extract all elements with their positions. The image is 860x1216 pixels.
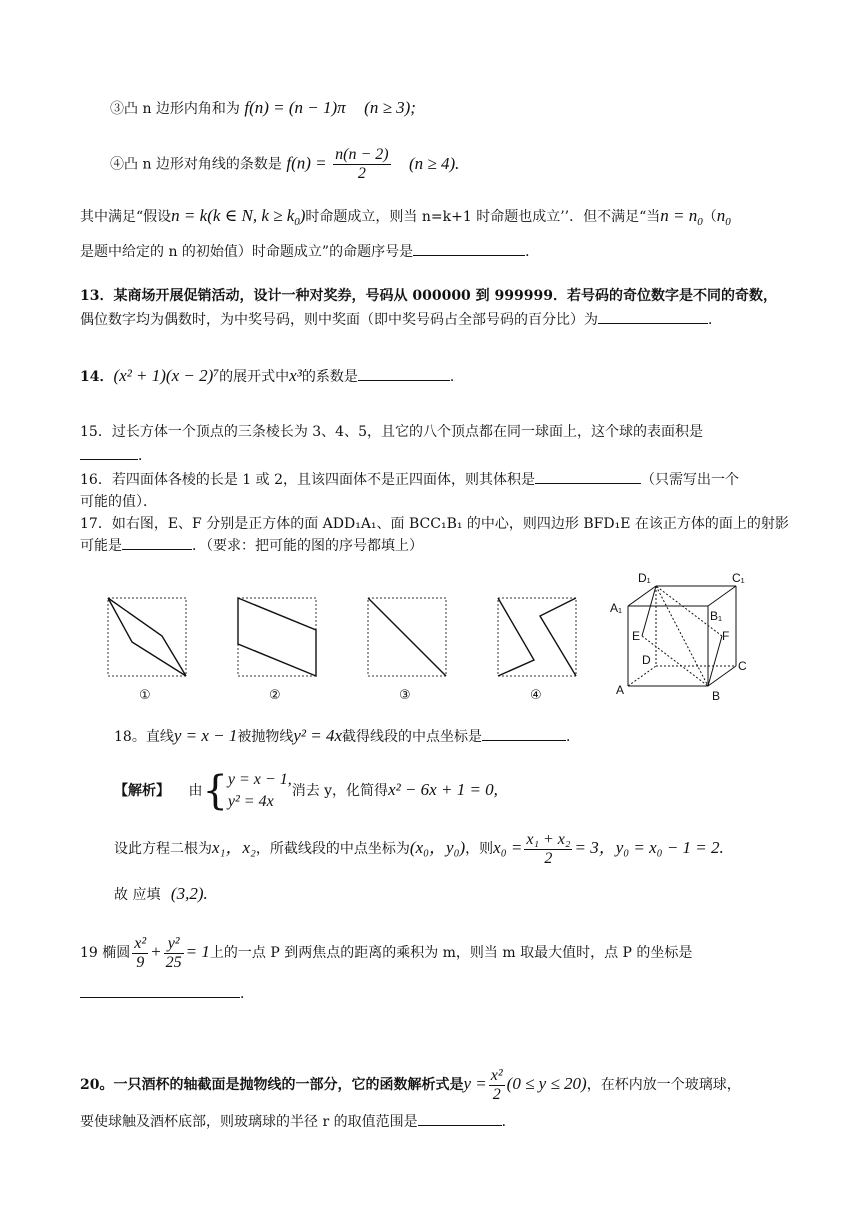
solution-heading: 【解析】 (114, 783, 170, 799)
system-eq-2: y² = 4x (227, 793, 274, 810)
cube-figure (606, 568, 756, 704)
q13-text-2: 偶位数字均为偶数时，为中奖号码，则中奖面（即中奖号码占全部号码的百分比）为 (80, 312, 598, 328)
label-c1: C₁ (732, 571, 745, 585)
solution-text-2c: ，则 (465, 841, 494, 857)
q18-math-1: y = x − 1 (173, 726, 238, 745)
q14-text: 的展开式中 (219, 369, 290, 385)
q17-tail: ．（要求：把可能的图的序号都填上） (192, 538, 423, 554)
q12-blank[interactable] (413, 241, 525, 256)
q15-blank[interactable] (80, 445, 138, 460)
q18-num: 18。直线 (114, 729, 174, 745)
solution-text-2a: 设此方程二根为 (114, 841, 212, 857)
label-c: C (738, 659, 747, 673)
system-eq-1: y = x − 1, (227, 771, 292, 788)
label-b: B (712, 689, 721, 703)
solution-roots: x₁，x₂ (212, 838, 256, 857)
equation-system (228, 769, 292, 813)
solution-x0: x₀ = (493, 838, 523, 857)
q20-blank[interactable] (418, 1111, 502, 1126)
q16-tail: （只需写出一个 (640, 472, 739, 488)
figure-3 (368, 598, 446, 676)
q19-num: 19 椭圆 (80, 945, 131, 961)
q14-line (80, 364, 464, 389)
solution-text-you: 由 (188, 783, 203, 799)
solution-line-1 (114, 766, 498, 815)
system-brace: { (202, 768, 228, 814)
q12-sub-3: 0 (725, 215, 731, 228)
caption-1: ① (139, 688, 151, 703)
q12-math-1b: ) (299, 206, 306, 225)
item-4-text: ④凸 n 边形对角线的条数是 (110, 156, 282, 173)
item-4-formula: f(n) = (286, 153, 327, 173)
q18-blank[interactable] (482, 726, 566, 741)
q20-text: 20。一只酒杯的轴截面是抛物线的一部分，它的函数解析式是 (80, 1077, 464, 1093)
q16-line1 (80, 468, 739, 492)
solution-frac-den: 2 (544, 849, 553, 867)
q20-frac-num: x² (490, 1066, 503, 1084)
q18-line (114, 724, 580, 749)
solution-text-3: 故 应填 (114, 887, 161, 903)
q18-math-2: y² = 4x (293, 726, 343, 745)
solution-equation: x² − 6x + 1 = 0, (388, 780, 498, 799)
label-a1: A₁ (610, 601, 623, 615)
q20-line1 (80, 1062, 741, 1107)
q18-end: ． (566, 729, 581, 745)
q14-num: 14． (80, 369, 114, 385)
q20-frac (489, 1067, 505, 1104)
q19-frac-2-num: y² (164, 935, 184, 954)
q14-tail: 的系数是 (301, 369, 358, 385)
q13-end: ． (708, 312, 722, 328)
q12-math-1: n = k(k ∈ N, k ≥ k (171, 206, 295, 225)
q14-blank[interactable] (358, 366, 450, 381)
q20-tail: ，在杯内放一个玻璃球， (586, 1077, 741, 1093)
q18-tail: 截得线段的中点坐标是 (342, 729, 483, 745)
item-3-cond: (n ≥ 3); (364, 98, 416, 117)
item-3 (110, 96, 416, 121)
solution-text-mid: 消去 y，化简得 (291, 783, 389, 799)
q12-line2 (80, 240, 539, 264)
q12-sub: 0 (294, 215, 300, 228)
q15-line2 (80, 444, 152, 468)
q19-frac-1-num: x² (134, 934, 147, 952)
q17-text: 17．如右图，E、F 分别是正方体的面 ADD₁A₁、面 BCC₁B₁ 的中心，则四边形 BFD₁E 在该正方体的面上的射影 (80, 516, 789, 532)
item-4-fraction (333, 146, 390, 183)
solution-text-2b: ，所截线段的中点坐标为 (255, 841, 410, 857)
q19-line2 (80, 982, 254, 1006)
q12-text-a: 其中满足“假设 (80, 209, 172, 225)
solution-midpoint: (x₀，y₀) (409, 838, 466, 857)
label-d: D (642, 653, 651, 667)
q13-line2 (80, 308, 722, 332)
q18-text: 被抛物线 (237, 729, 294, 745)
q20-cond: (0 ≤ y ≤ 20) (506, 1074, 587, 1093)
q13-blank[interactable] (598, 309, 708, 324)
label-e: E (632, 629, 641, 643)
q19-blank[interactable] (80, 983, 240, 998)
q16-blank[interactable] (535, 469, 641, 484)
q12-line1 (80, 204, 731, 234)
q17-blank[interactable] (122, 535, 192, 550)
q14-math: (x² + 1)(x − 2)⁷ (113, 366, 220, 385)
item-4-num: n(n − 2) (335, 146, 389, 163)
q19-frac-2-den: 25 (165, 953, 182, 971)
q12-text-d: 是题中给定的 n 的初始值）时命题成立”的命题序号是 (80, 244, 414, 260)
item-4 (110, 146, 459, 183)
caption-3: ③ (399, 688, 411, 703)
q13-text: 13．某商场开展促销活动，设计一种对奖券，号码从 000000 到 999999．若号码的奇位数字是不同的奇数， (80, 288, 777, 304)
q19-frac-1 (132, 935, 148, 972)
caption-2: ② (269, 688, 281, 703)
solution-result: = 3，y₀ = x₀ − 1 = 2. (574, 838, 724, 857)
solution-line-3 (114, 882, 208, 907)
q20-frac-den: 2 (492, 1085, 501, 1103)
q15-text: 15．过长方体一个顶点的三条棱长为 3、4、5，且它的八个顶点都在同一球面上，这个球的表面积是 (80, 424, 703, 440)
q16-text: 16．若四面体各棱的长是 1 或 2，且该四面体不是正四面体，则其体积是 (80, 472, 535, 488)
q20-line2 (80, 1110, 516, 1134)
q19-end: ． (240, 986, 254, 1002)
q14-end: ． (449, 369, 464, 385)
q17-line1 (80, 512, 789, 536)
q16-text-2: 可能的值）． (80, 494, 157, 510)
label-d1: D₁ (638, 571, 651, 585)
figure-1 (108, 598, 186, 676)
item-4-den: 2 (357, 165, 366, 182)
q19-line1 (80, 930, 692, 975)
q12-text-c: （ (702, 209, 717, 225)
q16-line2 (80, 490, 157, 514)
q19-eq: = 1 (185, 942, 210, 961)
projection-figures (100, 592, 600, 684)
q12-math-2: n = n (660, 206, 698, 225)
caption-4: ④ (530, 688, 542, 703)
solution-fraction (524, 831, 572, 868)
q12-sub-2: 0 (697, 215, 703, 228)
q19-frac-1-den: 9 (136, 953, 145, 971)
q15-end: ． (138, 448, 152, 464)
q12-end: ． (525, 244, 540, 260)
label-a: A (616, 683, 625, 697)
item-3-text: ③凸 n 边形内角和为 (110, 101, 240, 117)
q19-tail: 上的一点 P 到两焦点的距离的乘积为 m，则当 m 取最大值时，点 P 的坐标是 (209, 945, 693, 961)
q20-y: y = (463, 1074, 487, 1093)
item-4-cond: (n ≥ 4). (409, 153, 460, 173)
label-f: F (722, 629, 730, 643)
q17-text-2: 可能是 (80, 538, 122, 554)
q20-end: ． (501, 1114, 516, 1130)
q14-x3: x³ (289, 366, 302, 385)
q20-text-2: 要使球触及酒杯底部，则玻璃球的半径 r 的取值范围是 (80, 1114, 418, 1130)
figure-2 (238, 598, 316, 676)
solution-line-2 (114, 828, 724, 869)
q15-line1 (80, 420, 703, 444)
label-b1: B₁ (710, 609, 723, 623)
solution-answer: (3,2). (170, 884, 208, 903)
figure-4 (498, 598, 576, 676)
q12-text-b: 时命题成立，则当 n=k+1 时命题也成立’’．但不满足“当 (305, 209, 661, 225)
q19-plus: + (150, 942, 162, 961)
q19-frac-2 (164, 935, 184, 972)
q13-line1 (80, 284, 777, 308)
solution-frac-num: x₁ + x₂ (526, 830, 571, 848)
item-3-formula: f(n) = (n − 1)π (244, 98, 346, 117)
q12-math-3: n (716, 206, 726, 225)
q17-line2 (80, 534, 423, 558)
